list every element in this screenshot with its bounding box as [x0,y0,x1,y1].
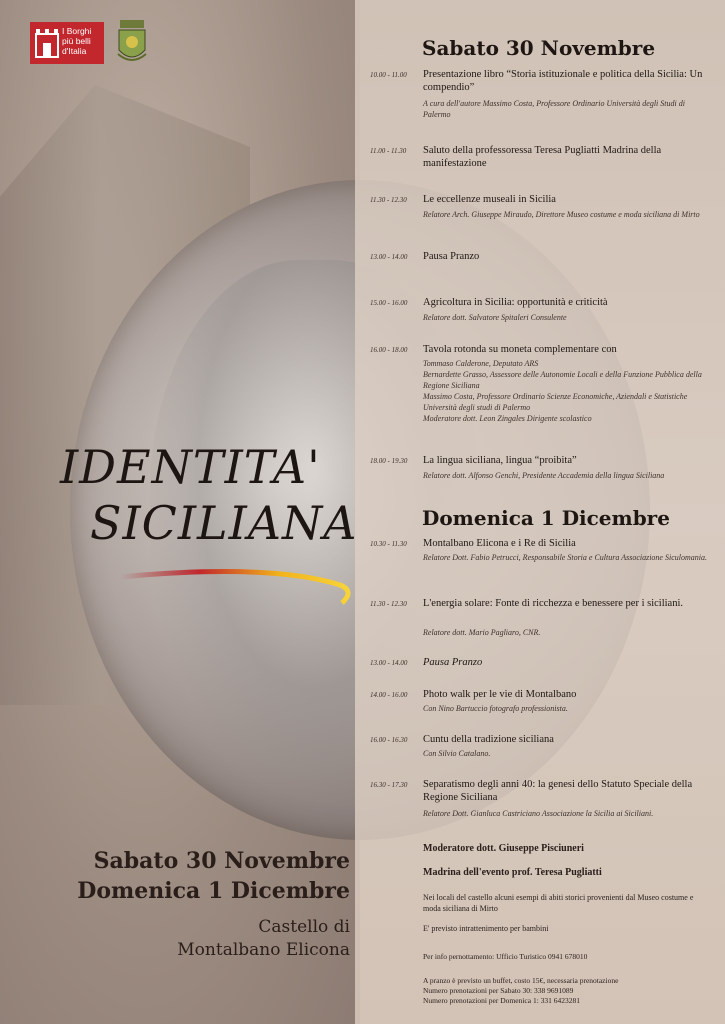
item-time: 11.30 - 12.30 [370,196,407,204]
item-sub: Tommaso Calderone, Deputato ARS Bernardette Grasso, Assessore delle Autonomie Locali e della Funzione Pubblica della Regione Siciliana Massimo Costa, Professore Ordinario Scienze Economiche, Aziendali e Statistiche Università degli studi di Palermo Moderatore dott. Leon Zingales Dirigente scolastico [423,359,702,423]
item-title: La lingua siciliana, lingua “proibita” [423,455,577,466]
item-title: Pausa Pranzo [423,657,483,668]
date-sunday: Domenica 1 Dicembre [77,878,350,904]
item-title: Pausa Pranzo [423,251,480,262]
item-title: Photo walk per le vie di Montalbano [423,689,577,700]
place-line-2: Montalbano Elicona [177,940,350,960]
item-title: Tavola rotonda su moneta complementare con [423,344,617,355]
item-time: 13.00 - 14.00 [370,253,408,261]
pranzo-note: A pranzo è previsto un buffet, costo 15€, necessaria prenotazione [423,976,619,985]
item-time: 16.30 - 17.30 [370,781,408,789]
item-sub: Relatore Dott. Fabio Petrucci, Responsabile Storia e Cultura Associazione Siculomania. [423,553,707,562]
castle-icon [35,28,59,58]
item-time: 13.00 - 14.00 [370,659,408,667]
item-time: 11.30 - 12.30 [370,600,407,608]
tricolor-swoosh [120,555,370,615]
item-title: Le eccellenze museali in Sicilia [423,194,556,205]
title-line-2: SICILIANA [90,496,358,550]
item-time: 16.00 - 18.00 [370,346,408,354]
booking-saturday: Numero prenotazioni per Sabato 30: 338 9691089 [423,986,574,995]
item-sub: Relatore dott. Salvatore Spitaleri Consulente [423,313,567,322]
item-sub: A cura dell'autore Massimo Costa, Professore Ordinario Università degli Studi di Palermo [423,99,685,119]
info-note: Per info pernottamento: Ufficio Turistico 0941 678010 [423,952,588,961]
item-time: 10.00 - 11.00 [370,71,407,79]
abiti-note: Nei locali del castello alcuni esempi di abiti storici provenienti dal Museo costume e moda siciliana di Mirto [423,893,694,913]
item-title: Montalbano Elicona e i Re di Sicilia [423,538,576,549]
booking-sunday: Numero prenotazioni per Domenica 1: 331 6423281 [423,996,581,1005]
day1-heading: Sabato 30 Novembre [422,36,656,60]
item-title: Cuntu della tradizione siciliana [423,734,554,745]
item-time: 10.30 - 11.30 [370,540,407,548]
madrina-note: Madrina dell'evento prof. Teresa Pugliatti [423,867,602,878]
place-line-1: Castello di [258,917,350,937]
item-title: Saluto della professoressa Teresa Pugliatti Madrina della manifestazione [423,145,662,169]
item-time: 18.00 - 19.30 [370,457,408,465]
item-time: 14.00 - 16.00 [370,691,408,699]
item-sub: Relatore dott. Mario Pagliaro, CNR. [423,628,541,637]
item-sub: Relatore Dott. Gianluca Castriciano Associazione la Sicilia ai Siciliani. [423,809,654,818]
bambini-note: E' previsto intrattenimento per bambini [423,924,549,933]
borghi-logo [30,22,104,64]
item-sub: Con Silvio Catalano. [423,749,491,758]
item-sub: Relatore Arch. Giuseppe Miraudo, Direttore Museo costume e moda siciliana di Mirto [423,210,700,219]
item-sub: Con Nino Bartuccio fotografo professionista. [423,704,568,713]
item-sub: Relatore dott. Alfonso Genchi, Presidente Accademia della lingua Siciliana [423,471,665,480]
item-time: 16.00 - 16.30 [370,736,408,744]
date-saturday: Sabato 30 Novembre [93,848,350,874]
item-title: Presentazione libro “Storia istituzionale e politica della Sicilia: Un compendio” [423,69,703,93]
item-title: Separatismo degli anni 40: la genesi dello Statuto Speciale della Regione Siciliana [423,779,693,803]
item-title: L'energia solare: Fonte di ricchezza e benessere per i siciliani. [423,598,683,609]
item-time: 15.00 - 16.00 [370,299,408,307]
item-time: 11.00 - 11.30 [370,147,407,155]
event-info-left [20,846,350,962]
borghi-logo-text: I Borghi più belli d'Italia [62,26,92,56]
title-line-1: IDENTITA' [60,440,321,494]
moderatore-note: Moderatore dott. Giuseppe Pisciuneri [423,843,584,854]
day2-heading: Domenica 1 Dicembre [422,506,670,530]
coat-of-arms-icon [116,20,148,66]
item-title: Agricoltura in Sicilia: opportunità e criticità [423,297,608,308]
